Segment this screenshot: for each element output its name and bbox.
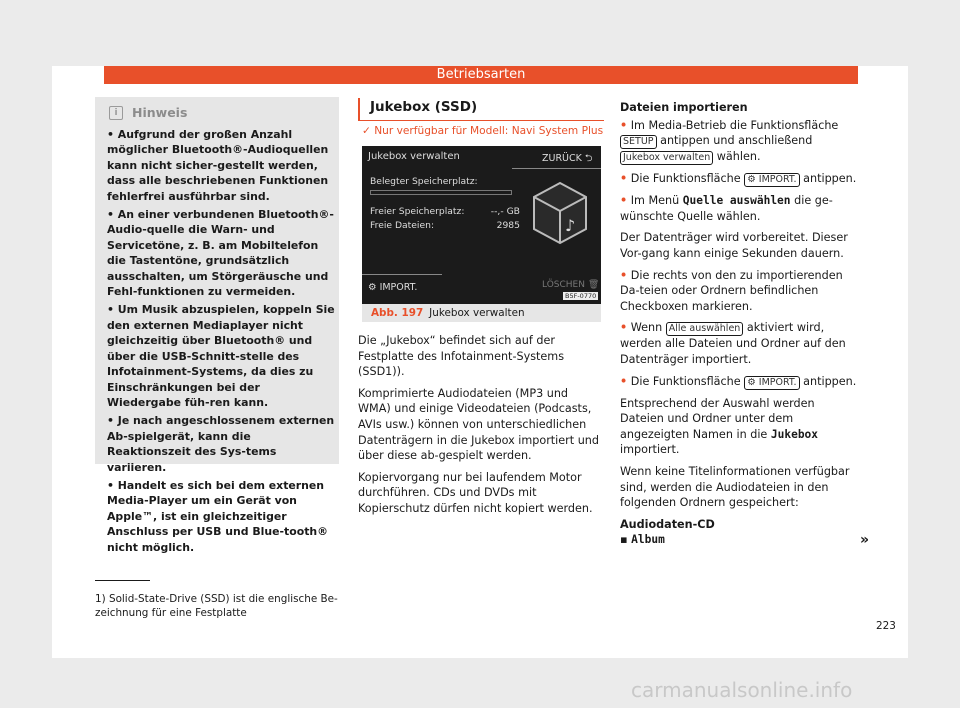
used-bar	[370, 190, 512, 195]
screen-title: Jukebox verwalten	[368, 151, 460, 162]
note-box	[95, 97, 339, 554]
import-button-ref: ⚙ IMPORT.	[744, 173, 799, 187]
note-item: • An einer verbundenen Bluetooth®-Audio-quelle die Warn- und Servicetöne, z. B. am Mobiltelefon die Tastentöne, grundsätzlich ausschalten, um Störgeräusche und Fehl-funktionen zu vermeiden.	[107, 208, 334, 299]
section-title: Jukebox (SSD)	[358, 98, 604, 120]
menu-name: Quelle auswählen	[682, 194, 791, 208]
alle-auswaehlen-button: Alle auswählen	[666, 322, 744, 336]
files-label: Freie Dateien:	[370, 220, 435, 231]
free-label: Freier Speicherplatz:	[370, 206, 465, 217]
figure-code: B5F-0770	[565, 292, 597, 300]
section-rule	[358, 120, 604, 121]
intro-text	[358, 333, 604, 523]
page-header: Betriebsarten	[104, 66, 858, 84]
note-list	[107, 127, 335, 558]
import-icon: ⚙	[368, 282, 377, 293]
figure-caption: Abb. 197 Jukebox verwalten	[362, 304, 601, 322]
jukebox-verwalten-button: Jukebox verwalten	[620, 151, 713, 165]
paragraph: Komprimierte Audiodateien (MP3 und WMA) und einige Videodateien (Podcasts, AVIs usw.) können von unterschiedlichen Datenträgern in die Jukebox importiert und über diese ab-gespielt werden.	[358, 386, 599, 463]
import-button-ref: ⚙ IMPORT.	[744, 376, 799, 390]
step: • Die Funktionsfläche ⚙ IMPORT. antippen.	[620, 374, 857, 388]
info-icon: i	[109, 106, 123, 120]
jukebox-box-icon	[532, 181, 588, 245]
instructions-heading: Dateien importieren	[620, 101, 748, 114]
note-item: • Um Musik abzuspielen, koppeln Sie den externen Mediaplayer nicht gleichzeitig über Bluetooth® und über die USB-Schnitt-stelle des Infotainment-Systems, da dies zu Einschränkungen bei der Wiedergabe füh-ren kann.	[107, 303, 335, 409]
step: • Im Menü Quelle auswählen die ge-wünschte Quelle wählen.	[620, 194, 833, 223]
import-button[interactable]: ⚙ IMPORT.	[368, 282, 418, 293]
setup-button: SETUP	[620, 135, 657, 149]
paragraph: Wenn keine Titelinformationen verfügbar sind, werden die Audiodateien in den folgenden Ordnern gespeichert:	[620, 464, 850, 510]
step: • Die Funktionsfläche ⚙ IMPORT. antippen.	[620, 172, 857, 186]
free-value: --,- GB	[490, 206, 520, 217]
note-title: Hinweis	[132, 105, 188, 120]
section-heading	[358, 98, 604, 120]
note-item: • Aufgrund der großen Anzahl möglicher Bluetooth®-Audioquellen kann nicht sicher-gestellt werden, dass alle beschriebenen Funktionen fehlerfrei ausführbar sind.	[107, 128, 329, 203]
note-item: • Je nach angeschlossenem externen Ab-spielgerät, kann die Reaktionszeit des Sys-tems variieren.	[107, 414, 335, 474]
back-button[interactable]: ZURÜCK ⮌	[542, 153, 593, 164]
watermark: carmanualsonline.info	[631, 678, 853, 702]
page-number: 223	[876, 620, 896, 632]
note-item: • Handelt es sich bei dem externen Media-Player um ein Gerät von Apple™, ist ein gleichzeitiger Anschluss per USB und Blue-tooth® nicht möglich.	[107, 478, 329, 554]
availability-note: ✓ Nur verfügbar für Modell: Navi System Plus	[362, 125, 604, 137]
trash-icon: 🗑	[587, 280, 600, 290]
delete-button[interactable]: LÖSCHEN 🗑	[542, 280, 600, 290]
svg-text:♪: ♪	[565, 216, 576, 235]
list-item: ▪ Album	[620, 533, 665, 547]
used-label: Belegter Speicherplatz:	[370, 176, 478, 187]
footnote-rule	[95, 580, 150, 581]
paragraph: Der Datenträger wird vorbereitet. Dieser Vor-gang kann einige Sekunden dauern.	[620, 231, 848, 260]
files-value: 2985	[496, 220, 520, 231]
paragraph: Die „Jukebox“ befindet sich auf der Festplatte des Infotainment-Systems (SSD1)).	[358, 334, 565, 379]
note-heading	[109, 105, 187, 121]
back-icon: ⮌	[584, 153, 593, 164]
step: • Im Media-Betrieb die Funktionsfläche SETUP antippen und anschließend Jukebox verwalten wählen.	[620, 118, 839, 164]
subheading: Audiodaten-CD	[620, 517, 715, 531]
footnote: 1) Solid-State-Drive (SSD) ist die englische Be-zeichnung für eine Festplatte	[95, 593, 338, 619]
continue-mark: »	[860, 532, 870, 548]
paragraph: Entsprechend der Auswahl werden Dateien und Ordner unter dem angezeigten Namen in die Jukebox importiert.	[620, 396, 819, 457]
jukebox-screenshot	[362, 146, 601, 304]
import-instructions	[620, 100, 860, 554]
step: • Die rechts von den zu importierenden Da-teien oder Ordnern befindlichen Checkboxen markieren.	[620, 268, 843, 313]
paragraph: Kopiervorgang nur bei laufendem Motor durchführen. CDs und DVDs mit Kopierschutz dürfen nicht kopiert werden.	[358, 470, 593, 515]
step: • Wenn Alle auswählen aktiviert wird, werden alle Dateien und Ordner auf den Datenträger importiert.	[620, 321, 846, 366]
